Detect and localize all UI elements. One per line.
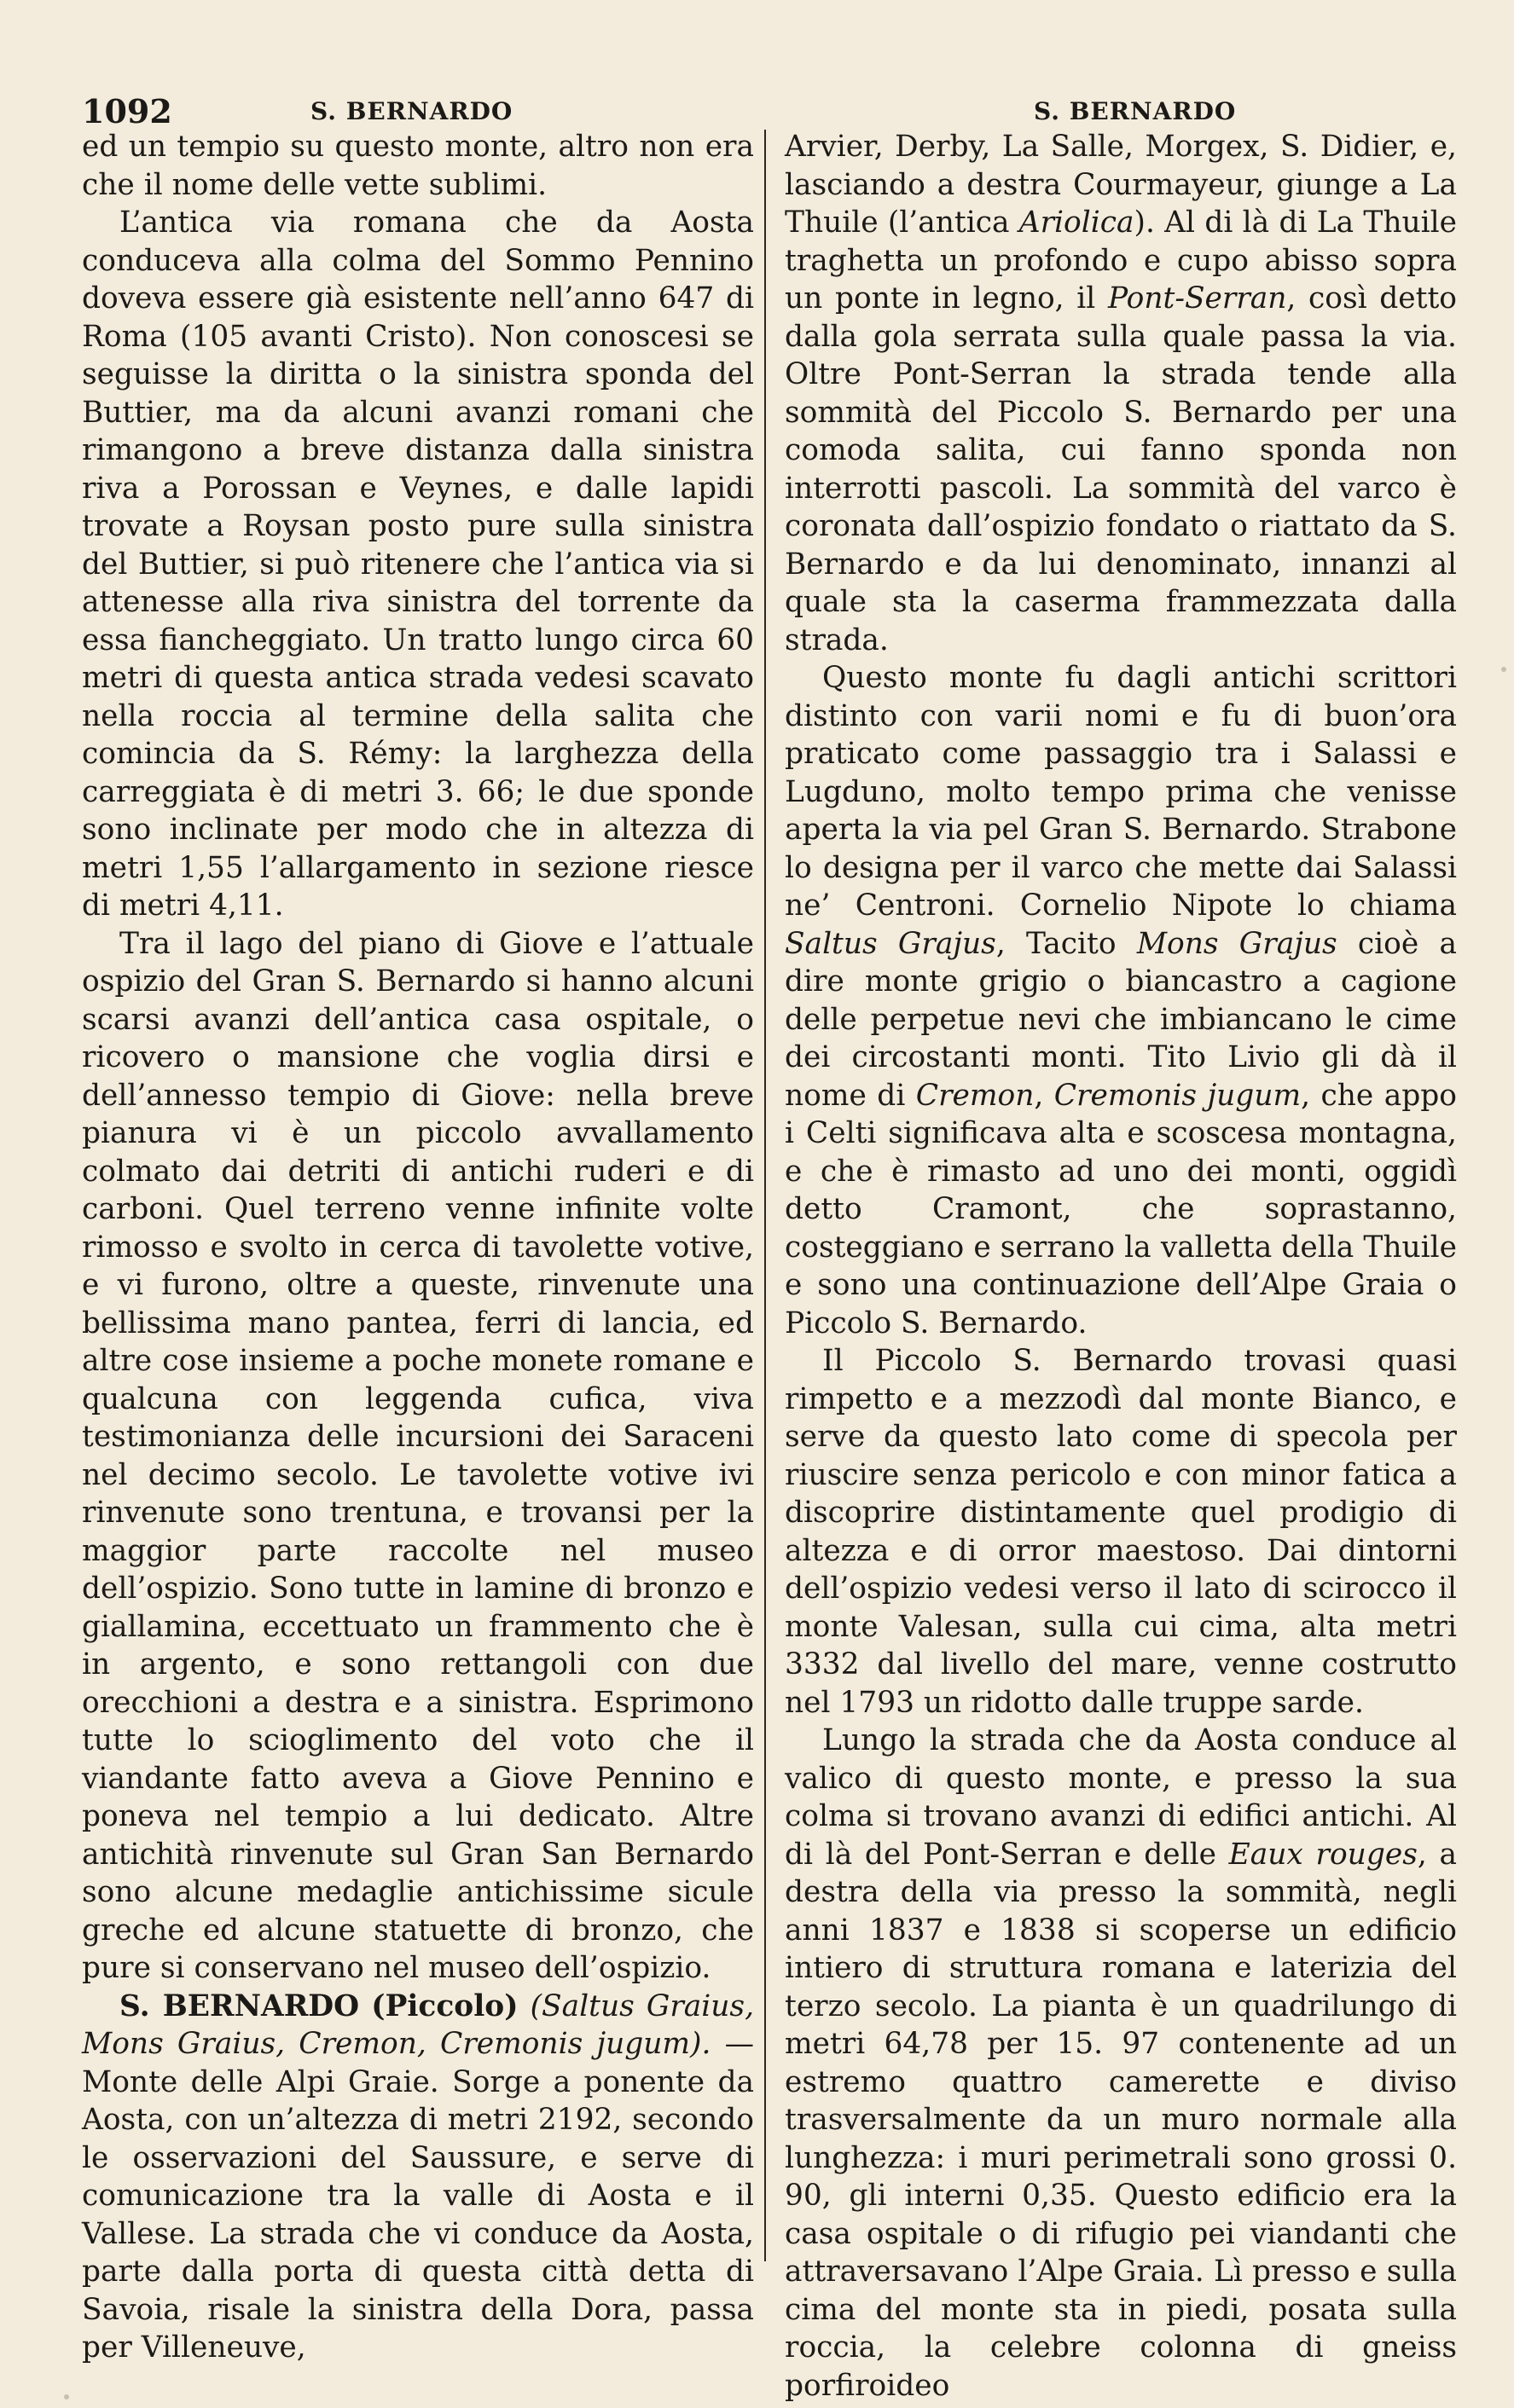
text-run: cioè a dire monte grigio o biancastro a cagione delle perpetue nevi che imbiancano le cime dei circostanti monti. Tito Livio gli dà il nome di (785, 926, 1457, 1113)
right-column (785, 128, 1457, 2405)
italic-term: Pont-Serran (1107, 281, 1287, 315)
italic-term: Cremon (915, 1078, 1035, 1113)
entry-paragraph (82, 1988, 754, 2367)
entry-latin-names: (Saltus Graius, Mons Graius, Cremon, Cremonis jugum). (82, 1988, 754, 2061)
text-run: , (1034, 1078, 1054, 1113)
text-run: Questo monte fu dagli antichi scrittori distinto con varii nomi e fu di buon’ora praticato come passaggio tra i Salassi e Lugduno, molto tempo prima che venisse aperta la via pel Gran S. Bernardo. Strabone lo designa per il varco che mette dai Salassi ne’ Centroni. Cornelio Nipote lo chiama (785, 661, 1457, 923)
paragraph: L’antica via romana che da Aosta conduceva alla colma del Sommo Pennino doveva essere già esistente nell’anno 647 di Roma (105 avanti Cristo). Non conoscesi se seguisse la diritta o la sinistra sponda del Buttier, ma da alcuni avanzi romani che rimangono a breve distanza dalla sinistra riva a Porossan e Veynes, e dalle lapidi trovate a Roysan posto pure sulla sinistra del Buttier, si può ritenere che l’antica via si attenesse alla riva sinistra del torrente da essa fiancheggiato. Un tratto lungo circa 60 metri di questa antica strada vedesi scavato nella roccia al termine della salita che comincia da S. Rémy: la larghezza della carreggiata è di metri 3. 66; le due sponde sono inclinate per modo che in altezza di metri 1,55 l’allargamento in sezione riesce di metri 4,11. (82, 205, 754, 923)
column-divider (764, 130, 766, 2261)
paper-speck (64, 2394, 69, 2399)
italic-term: Mons Grajus (1136, 926, 1337, 961)
running-head-right: S. BERNARDO (1034, 97, 1237, 125)
entry-text: — Monte delle Alpi Graie. Sorge a ponente da Aosta, con un’altezza di metri 2192, secondo le osservazioni del Saussure, e serve di comunicazione tra la valle di Aosta e il Vallese. La strada che vi conduce da Aosta, parte dalla porta di questa città detta di Savoia, risale la sinistra della Dora, passa per Villeneuve, (82, 2027, 754, 2365)
page-number: 1092 (82, 92, 172, 130)
italic-term: Ariolica (1018, 205, 1134, 240)
text-run: , a destra della via presso la sommità, negli anni 1837 e 1838 si scoperse un edificio intiero di struttura romana e laterizia del terzo secolo. La pianta è un quadrilungo di metri 64,78 per 15. 97 contenente ad un estremo quattro camerette e diviso trasversalmente da un muro normale alla lunghezza: i muri perimetrali sono grossi 0. 90, gli interni 0,35. Questo edificio era la casa ospitale o di rifugio pei viandanti che attraversavano l’Alpe Graia. Lì presso e sulla cima del monte sta in piedi, posata sulla roccia, la celebre colonna di gneiss porfiroideo (785, 1837, 1457, 2403)
text-run: , Tacito (995, 926, 1137, 961)
text-run: , così detto dalla gola serrata sulla quale passa la via. Oltre Pont-Serran la strada tende alla sommità del Piccolo S. Bernardo per una comoda salita, cui fanno sponda non interrotti pascoli. La sommità del varco è coronata dall’ospizio fondato o riattato da S. Bernardo e da lui denominato, innanzi al quale sta la caserma frammezzata dalla strada. (785, 281, 1457, 657)
running-head-left: S. BERNARDO (310, 97, 513, 125)
entry-title: S. BERNARDO (119, 1988, 360, 2023)
paragraph: Il Piccolo S. Bernardo trovasi quasi rimpetto e a mezzodì dal monte Bianco, e serve da questo lato come di specola per riuscire senza pericolo e con minor fatica a discoprire distintamente quel prodigio di altezza e di orror maestoso. Dai dintorni dell’ospizio vedesi verso il lato di scirocco il monte Valesan, sulla cui cima, alta metri 3332 dal livello del mare, venne costrutto nel 1793 un ridotto dalle truppe sarde. (785, 1344, 1457, 1720)
left-column (82, 128, 754, 2367)
paragraph: ed un tempio su questo monte, altro non era che il nome delle vette sublimi. (82, 130, 754, 202)
paragraph (785, 1722, 1457, 2405)
text-run: , che appo i Celti significava alta e scoscesa montagna, e che è rimasto ad uno dei monti, oggidì detto Cramont, che soprastanno, costeggiano e serrano la valletta della Thuile e sono una continuazione dell’Alpe Graia o Piccolo S. Bernardo. (785, 1078, 1457, 1340)
paper-speck (1501, 667, 1506, 672)
paragraph (785, 659, 1457, 1342)
text-run: Arvier, Derby, La Salle, Morgex, S. Didier, e, lasciando a destra Courmayeur, giunge a La Thuile (l’antica (785, 130, 1457, 240)
italic-term: Saltus Grajus (785, 926, 996, 961)
text-run: ). Al di là di La Thuile traghetta un profondo e cupo abisso sopra un ponte in legno, il (785, 205, 1457, 315)
italic-term: Eaux rouges (1228, 1837, 1418, 1872)
entry-qualifier: (Piccolo) (371, 1988, 519, 2023)
italic-term: Cremonis jugum (1053, 1078, 1302, 1113)
text-run: Lungo la strada che da Aosta conduce al valico di questo monte, e presso la sua colma si trovano avanzi di edifici antichi. Al di là del Pont-Serran e delle (785, 1723, 1457, 1872)
paragraph: Tra il lago del piano di Giove e l’attuale ospizio del Gran S. Bernardo si hanno alcuni scarsi avanzi dell’antica casa ospitale, o ricovero o mansione che voglia dirsi e dell’annesso tempio di Giove: nella breve pianura vi è un piccolo avvallamento colmato dai detriti di antichi ruderi e di carboni. Quel terreno venne infinite volte rimosso e svolto in cerca di tavolette votive, e vi furono, oltre a queste, rinvenute una bellissima mano pantea, ferri di lancia, ed altre cose insieme a poche monete romane e qualcuna con leggenda cufica, viva testimonianza delle incursioni dei Saraceni nel decimo secolo. Le tavolette votive ivi rinvenute sono trentuna, e trovansi per la maggior parte raccolte nel museo dell’ospizio. Sono tutte in lamine di bronzo e giallamina, eccettuato un frammento che è in argento, e sono rettangoli con due orecchioni a destra e a sinistra. Esprimono tutte lo scioglimento del voto che il viandante fatto aveva a Giove Pennino e poneva nel tempio a lui dedicato. Altre antichità rinvenute sul Gran San Bernardo sono alcune medaglie antichissime sicule greche ed alcune statuette di bronzo, che pure si conservano nel museo dell’ospizio. (82, 926, 754, 1985)
paragraph (785, 128, 1457, 659)
